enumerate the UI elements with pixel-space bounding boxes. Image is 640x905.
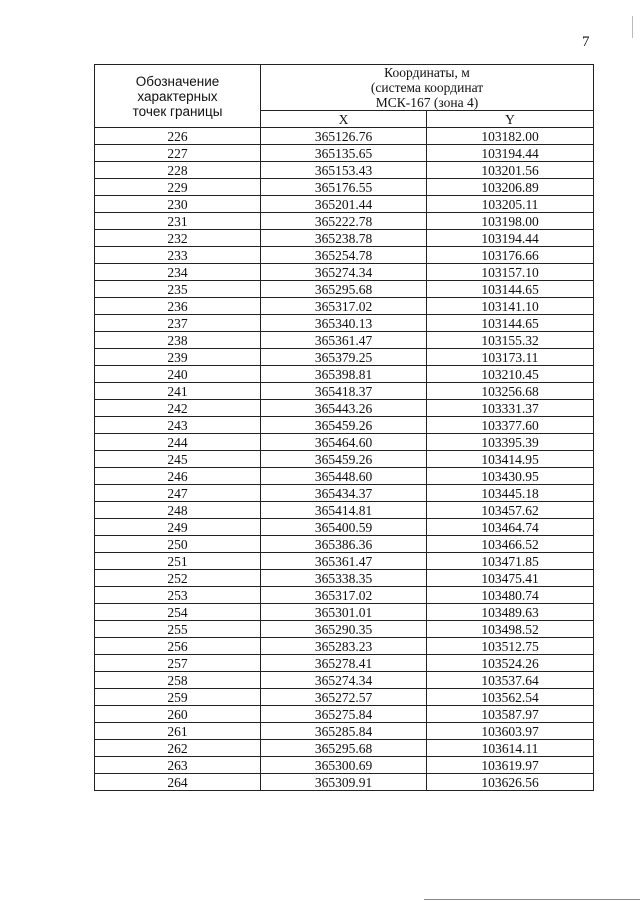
point-id-cell: 234 (95, 264, 261, 281)
page-number: 7 (582, 34, 590, 50)
point-id-cell: 229 (95, 179, 261, 196)
table-row (95, 315, 594, 332)
coordinates-table (94, 64, 594, 791)
coordinates-header: Координаты, м (система координат МСК-167 (зона 4) (261, 65, 594, 111)
y-coordinate-cell: 103256.68 (427, 383, 594, 400)
x-coordinate-cell: 365361.47 (261, 553, 427, 570)
x-coordinate-cell: 365274.34 (261, 672, 427, 689)
x-coordinate-cell: 365275.84 (261, 706, 427, 723)
x-coordinate-cell: 365459.26 (261, 417, 427, 434)
y-coordinate-cell: 103198.00 (427, 213, 594, 230)
point-id-cell: 254 (95, 604, 261, 621)
table-row (95, 281, 594, 298)
point-id-cell: 243 (95, 417, 261, 434)
x-coordinate-cell: 365317.02 (261, 587, 427, 604)
table-row (95, 179, 594, 196)
x-coordinate-cell: 365274.34 (261, 264, 427, 281)
x-coordinate-cell: 365201.44 (261, 196, 427, 213)
y-coordinate-cell: 103457.62 (427, 502, 594, 519)
table-row (95, 757, 594, 774)
x-coordinate-cell: 365301.01 (261, 604, 427, 621)
y-coordinate-cell: 103144.65 (427, 281, 594, 298)
y-coordinate-cell: 103480.74 (427, 587, 594, 604)
table-header (95, 65, 594, 128)
y-coordinate-cell: 103489.63 (427, 604, 594, 621)
y-coordinate-cell: 103194.44 (427, 230, 594, 247)
table-row (95, 638, 594, 655)
x-coordinate-cell: 365434.37 (261, 485, 427, 502)
x-coordinate-cell: 365285.84 (261, 723, 427, 740)
x-coordinate-cell: 365459.26 (261, 451, 427, 468)
y-coordinate-cell: 103395.39 (427, 434, 594, 451)
y-coordinate-cell: 103603.97 (427, 723, 594, 740)
x-coordinate-cell: 365386.36 (261, 536, 427, 553)
table-row (95, 519, 594, 536)
point-id-cell: 257 (95, 655, 261, 672)
x-coordinate-cell: 365309.91 (261, 774, 427, 791)
y-coordinate-cell: 103173.11 (427, 349, 594, 366)
table-row (95, 723, 594, 740)
point-id-cell: 251 (95, 553, 261, 570)
table-row (95, 570, 594, 587)
table-row (95, 349, 594, 366)
scan-edge-mark (632, 16, 633, 38)
x-coordinate-cell: 365222.78 (261, 213, 427, 230)
table-row (95, 774, 594, 791)
y-coordinate-cell: 103619.97 (427, 757, 594, 774)
x-coordinate-cell: 365176.55 (261, 179, 427, 196)
point-id-cell: 242 (95, 400, 261, 417)
table-row (95, 485, 594, 502)
y-coordinate-cell: 103430.95 (427, 468, 594, 485)
point-id-cell: 237 (95, 315, 261, 332)
y-coordinate-cell: 103176.66 (427, 247, 594, 264)
table-row (95, 604, 594, 621)
table-row (95, 213, 594, 230)
point-id-cell: 232 (95, 230, 261, 247)
x-coordinate-cell: 365126.76 (261, 128, 427, 145)
y-coordinate-cell: 103524.26 (427, 655, 594, 672)
point-id-cell: 253 (95, 587, 261, 604)
point-id-cell: 244 (95, 434, 261, 451)
table-row (95, 706, 594, 723)
table-row (95, 247, 594, 264)
table-row (95, 451, 594, 468)
y-column-header: Y (427, 111, 594, 128)
table-row (95, 366, 594, 383)
table-row (95, 502, 594, 519)
table-body (95, 128, 594, 791)
point-id-cell: 247 (95, 485, 261, 502)
x-coordinate-cell: 365272.57 (261, 689, 427, 706)
table-row (95, 145, 594, 162)
table-row (95, 162, 594, 179)
point-id-cell: 236 (95, 298, 261, 315)
x-coordinate-cell: 365414.81 (261, 502, 427, 519)
x-coordinate-cell: 365464.60 (261, 434, 427, 451)
table-row (95, 400, 594, 417)
x-coordinate-cell: 365400.59 (261, 519, 427, 536)
table-row (95, 230, 594, 247)
table-row (95, 536, 594, 553)
x-coordinate-cell: 365295.68 (261, 740, 427, 757)
table-row (95, 655, 594, 672)
y-coordinate-cell: 103144.65 (427, 315, 594, 332)
y-coordinate-cell: 103562.54 (427, 689, 594, 706)
point-id-cell: 246 (95, 468, 261, 485)
y-coordinate-cell: 103155.32 (427, 332, 594, 349)
x-coordinate-cell: 365379.25 (261, 349, 427, 366)
point-id-cell: 240 (95, 366, 261, 383)
point-id-cell: 263 (95, 757, 261, 774)
table-row (95, 298, 594, 315)
point-id-cell: 245 (95, 451, 261, 468)
table-row (95, 740, 594, 757)
x-coordinate-cell: 365418.37 (261, 383, 427, 400)
y-coordinate-cell: 103194.44 (427, 145, 594, 162)
y-coordinate-cell: 103475.41 (427, 570, 594, 587)
point-id-cell: 230 (95, 196, 261, 213)
y-coordinate-cell: 103157.10 (427, 264, 594, 281)
y-coordinate-cell: 103537.64 (427, 672, 594, 689)
y-coordinate-cell: 103206.89 (427, 179, 594, 196)
point-id-cell: 241 (95, 383, 261, 400)
y-coordinate-cell: 103377.60 (427, 417, 594, 434)
point-id-cell: 255 (95, 621, 261, 638)
x-coordinate-cell: 365254.78 (261, 247, 427, 264)
table-row (95, 689, 594, 706)
point-id-cell: 260 (95, 706, 261, 723)
x-coordinate-cell: 365153.43 (261, 162, 427, 179)
x-coordinate-cell: 365448.60 (261, 468, 427, 485)
point-id-cell: 238 (95, 332, 261, 349)
x-coordinate-cell: 365290.35 (261, 621, 427, 638)
point-id-cell: 256 (95, 638, 261, 655)
y-coordinate-cell: 103466.52 (427, 536, 594, 553)
point-id-cell: 233 (95, 247, 261, 264)
point-id-cell: 258 (95, 672, 261, 689)
x-coordinate-cell: 365443.26 (261, 400, 427, 417)
point-id-cell: 250 (95, 536, 261, 553)
point-id-cell: 252 (95, 570, 261, 587)
point-id-cell: 262 (95, 740, 261, 757)
table-row (95, 587, 594, 604)
x-column-header: X (261, 111, 427, 128)
point-designation-header: Обозначение характерных точек границы (95, 65, 261, 128)
table-row (95, 332, 594, 349)
table-row (95, 417, 594, 434)
table-row (95, 264, 594, 281)
y-coordinate-cell: 103614.11 (427, 740, 594, 757)
x-coordinate-cell: 365361.47 (261, 332, 427, 349)
y-coordinate-cell: 103210.45 (427, 366, 594, 383)
y-coordinate-cell: 103464.74 (427, 519, 594, 536)
point-id-cell: 261 (95, 723, 261, 740)
point-id-cell: 235 (95, 281, 261, 298)
x-coordinate-cell: 365317.02 (261, 298, 427, 315)
point-id-cell: 248 (95, 502, 261, 519)
bottom-rule (424, 899, 640, 900)
table-row (95, 468, 594, 485)
y-coordinate-cell: 103414.95 (427, 451, 594, 468)
y-coordinate-cell: 103201.56 (427, 162, 594, 179)
table-row (95, 383, 594, 400)
x-coordinate-cell: 365300.69 (261, 757, 427, 774)
y-coordinate-cell: 103182.00 (427, 128, 594, 145)
point-id-cell: 228 (95, 162, 261, 179)
point-id-cell: 264 (95, 774, 261, 791)
point-id-cell: 249 (95, 519, 261, 536)
y-coordinate-cell: 103498.52 (427, 621, 594, 638)
table-row (95, 672, 594, 689)
point-id-cell: 239 (95, 349, 261, 366)
x-coordinate-cell: 365135.65 (261, 145, 427, 162)
x-coordinate-cell: 365238.78 (261, 230, 427, 247)
y-coordinate-cell: 103512.75 (427, 638, 594, 655)
y-coordinate-cell: 103205.11 (427, 196, 594, 213)
y-coordinate-cell: 103331.37 (427, 400, 594, 417)
x-coordinate-cell: 365278.41 (261, 655, 427, 672)
table-row (95, 434, 594, 451)
y-coordinate-cell: 103471.85 (427, 553, 594, 570)
y-coordinate-cell: 103445.18 (427, 485, 594, 502)
point-id-cell: 231 (95, 213, 261, 230)
x-coordinate-cell: 365295.68 (261, 281, 427, 298)
point-id-cell: 227 (95, 145, 261, 162)
table-row (95, 621, 594, 638)
y-coordinate-cell: 103141.10 (427, 298, 594, 315)
table-row (95, 128, 594, 145)
x-coordinate-cell: 365283.23 (261, 638, 427, 655)
point-id-cell: 226 (95, 128, 261, 145)
point-id-cell: 259 (95, 689, 261, 706)
table-row (95, 196, 594, 213)
table-row (95, 553, 594, 570)
x-coordinate-cell: 365398.81 (261, 366, 427, 383)
y-coordinate-cell: 103626.56 (427, 774, 594, 791)
y-coordinate-cell: 103587.97 (427, 706, 594, 723)
x-coordinate-cell: 365338.35 (261, 570, 427, 587)
x-coordinate-cell: 365340.13 (261, 315, 427, 332)
